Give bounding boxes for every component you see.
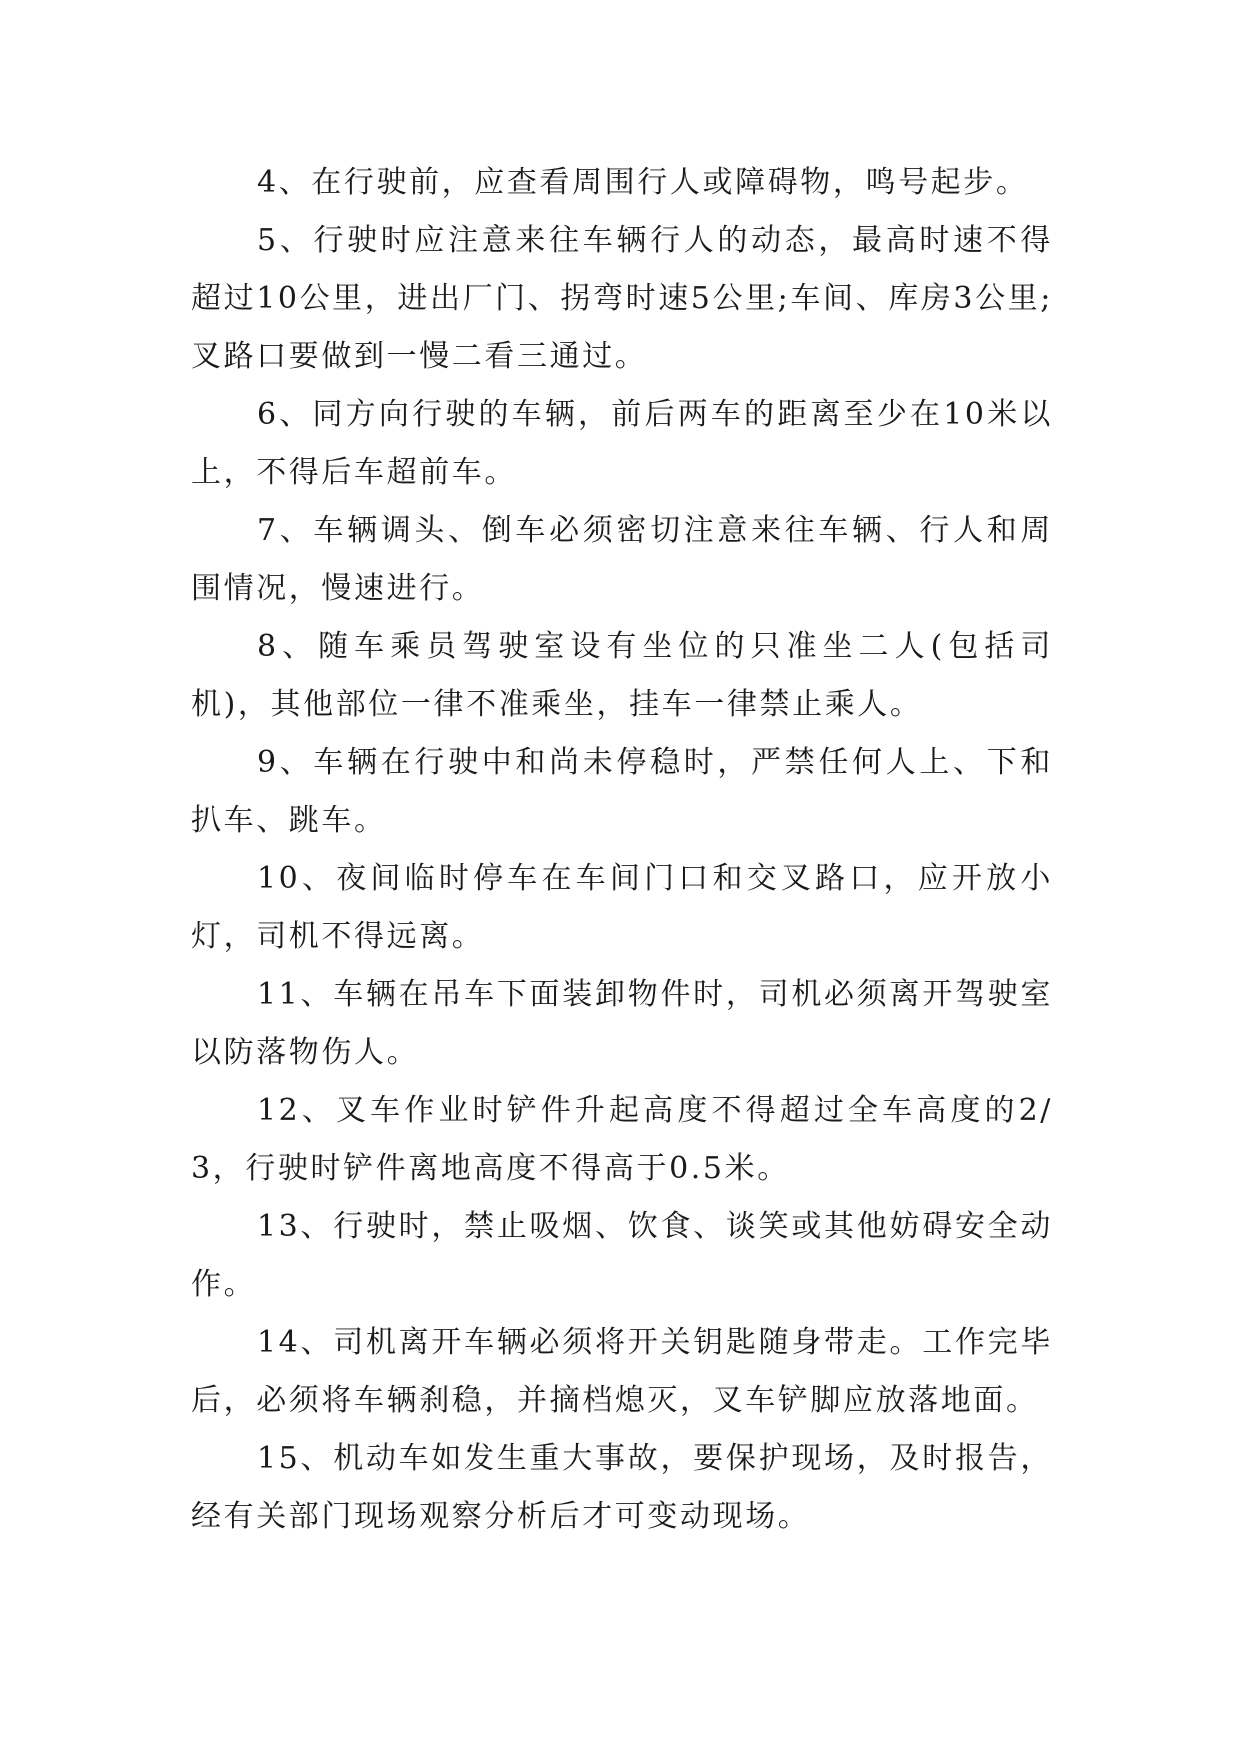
document-body — [191, 154, 1053, 1546]
rule-paragraph-6: 6、同方向行驶的车辆，前后两车的距离至少在10米以上，不得后车超前车。 — [191, 397, 1053, 490]
rule-paragraph-14: 14、司机离开车辆必须将开关钥匙随身带走。工作完毕后，必须将车辆刹稳，并摘档熄灭，叉车铲脚应放落地面。 — [191, 1325, 1053, 1418]
rule-paragraph-4: 4、在行驶前，应查看周围行人或障碍物，鸣号起步。 — [257, 165, 1029, 200]
rule-paragraph-5: 5、行驶时应注意来往车辆行人的动态，最高时速不得超过10公里，进出厂门、拐弯时速5公里;车间、库房3公里;叉路口要做到一慢二看三通过。 — [191, 223, 1053, 374]
rule-paragraph-11: 11、车辆在吊车下面装卸物件时，司机必须离开驾驶室以防落物伤人。 — [191, 977, 1053, 1070]
rule-paragraph-12: 12、叉车作业时铲件升起高度不得超过全车高度的2/3，行驶时铲件离地高度不得高于0.5米。 — [191, 1093, 1053, 1186]
rule-paragraph-7: 7、车辆调头、倒车必须密切注意来往车辆、行人和周围情况，慢速进行。 — [191, 513, 1053, 606]
rule-paragraph-13: 13、行驶时，禁止吸烟、饮食、谈笑或其他妨碍安全动作。 — [191, 1209, 1053, 1302]
rule-paragraph-10: 10、夜间临时停车在车间门口和交叉路口，应开放小灯，司机不得远离。 — [191, 861, 1053, 954]
rule-paragraph-8: 8、随车乘员驾驶室设有坐位的只准坐二人(包括司机)，其他部位一律不准乘坐，挂车一律禁止乘人。 — [191, 629, 1053, 722]
rule-paragraph-15: 15、机动车如发生重大事故，要保护现场，及时报告，经有关部门现场观察分析后才可变动现场。 — [191, 1441, 1053, 1534]
rule-paragraph-9: 9、车辆在行驶中和尚未停稳时，严禁任何人上、下和扒车、跳车。 — [191, 745, 1053, 838]
